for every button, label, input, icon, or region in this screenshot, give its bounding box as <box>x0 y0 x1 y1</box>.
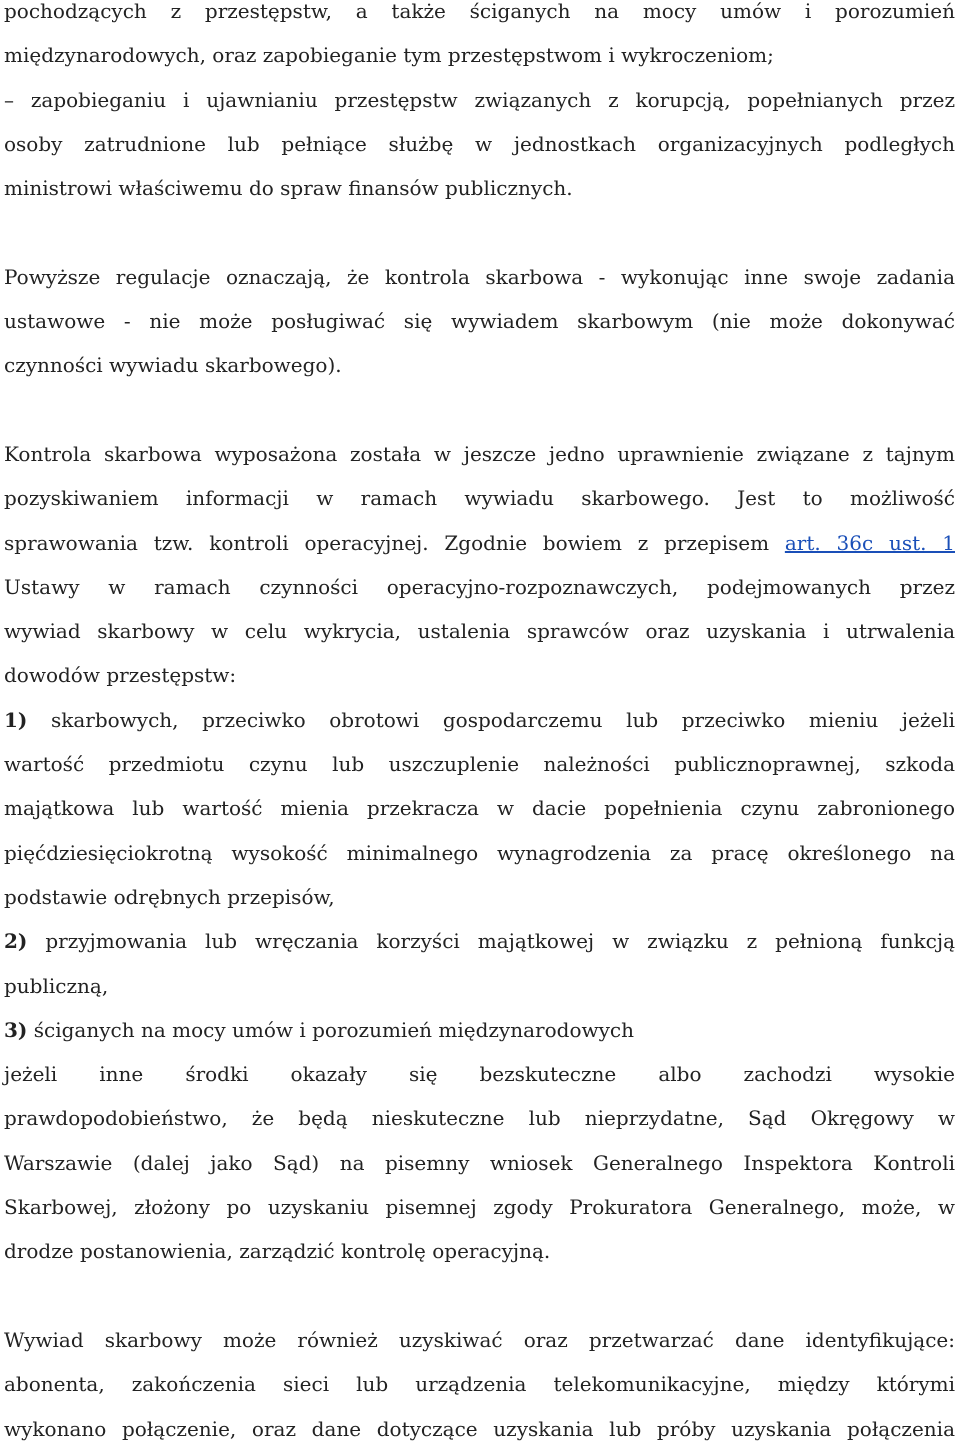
paragraph-gap <box>4 1274 955 1318</box>
list-item-1 <box>4 698 955 742</box>
text-line: Warszawie (dalej jako Sąd) na pisemny wniosek Generalnego Inspektora Kontroli <box>4 1150 955 1175</box>
text-line: Kontrola skarbowa wyposażona została w jeszcze jedno uprawnienie związane z tajnym <box>4 441 955 466</box>
list-number: 3) <box>4 1017 28 1042</box>
text-line: osoby zatrudnione lub pełniące służbę w jednostkach organizacyjnych podległych <box>4 131 955 156</box>
text-segment: skarbowych, przeciwko obrotowi gospodarczemu lub przeciwko mieniu jeżeli <box>50 707 955 732</box>
text-line: – zapobieganiu i ujawnianiu przestępstw związanych z korupcją, popełnianych przez <box>4 87 955 112</box>
text-line: majątkowa lub wartość mienia przekracza w dacie popełnienia czynu zabronionego <box>4 796 955 821</box>
text-line: czynności wywiadu skarbowego). <box>4 353 342 378</box>
text-line: prawdopodobieństwo, że będą nieskuteczne lub nieprzydatne, Sąd Okręgowy w <box>4 1106 955 1131</box>
list-item-3 <box>4 1008 955 1052</box>
text-line: pozyskiwaniem informacji w ramach wywiadu skarbowego. Jest to możliwość <box>4 486 955 511</box>
list-number: 2) <box>4 929 28 954</box>
paragraph-3 <box>4 432 955 1274</box>
text-line: ustawowe - nie może posługiwać się wywiadem skarbowym (nie może dokonywać <box>4 309 955 334</box>
text-line: abonenta, zakończenia sieci lub urządzenia telekomunikacyjne, między którymi <box>4 1372 955 1397</box>
text-line: jeżeli inne środki okazały się bezskuteczne albo zachodzi wysokie <box>4 1062 955 1087</box>
list-item-2 <box>4 919 955 963</box>
paragraph-gap <box>4 388 955 432</box>
text-line: Powyższe regulacje oznaczają, że kontrola skarbowa - wykonując inne swoje zadania <box>4 264 955 289</box>
text-line: Wywiad skarbowy może również uzyskiwać oraz przetwarzać dane identyfikujące: <box>4 1327 955 1352</box>
document-page <box>4 0 955 1451</box>
text-segment: sprawowania tzw. kontroli operacyjnej. Zgodnie bowiem z przepisem <box>4 530 770 555</box>
article-link[interactable]: art. 36c ust. 1 <box>784 530 955 555</box>
text-line: publiczną, <box>4 973 109 998</box>
text-line: Ustawy w ramach czynności operacyjno-rozpoznawczych, podejmowanych przez <box>4 574 955 599</box>
text-line: drodze postanowienia, zarządzić kontrolę operacyjną. <box>4 1239 551 1264</box>
text-line: ministrowi właściwemu do spraw finansów publicznych. <box>4 176 573 201</box>
text-line: podstawie odrębnych przepisów, <box>4 884 335 909</box>
text-line: wartość przedmiotu czynu lub uszczuplenie należności publicznoprawnej, szkoda <box>4 752 955 777</box>
paragraph-1 <box>4 0 955 210</box>
text-line: Skarbowej, złożony po uzyskaniu pisemnej zgody Prokuratora Generalnego, może, w <box>4 1195 955 1220</box>
text-line <box>4 521 955 565</box>
text-segment: przyjmowania lub wręczania korzyści majątkowej w związku z pełnioną funkcją <box>45 929 955 954</box>
text-line: pochodzących z przestępstw, a także ściganych na mocy umów i porozumień <box>4 0 955 23</box>
text-line: międzynarodowych, oraz zapobieganie tym przestępstwom i wykroczeniom; <box>4 43 774 68</box>
list-number: 1) <box>4 707 28 732</box>
paragraph-2 <box>4 255 955 388</box>
text-segment: ściganych na mocy umów i porozumień międzynarodowych <box>33 1017 634 1042</box>
paragraph-4 <box>4 1318 955 1451</box>
text-line: wykonano połączenie, oraz dane dotyczące uzyskania lub próby uzyskania połączenia <box>4 1416 955 1441</box>
text-line: wywiad skarbowy w celu wykrycia, ustalenia sprawców oraz uzyskania i utrwalenia <box>4 619 955 644</box>
text-line: dowodów przestępstw: <box>4 663 237 688</box>
text-line: pięćdziesięciokrotną wysokość minimalnego wynagrodzenia za pracę określonego na <box>4 840 955 865</box>
paragraph-gap <box>4 210 955 254</box>
